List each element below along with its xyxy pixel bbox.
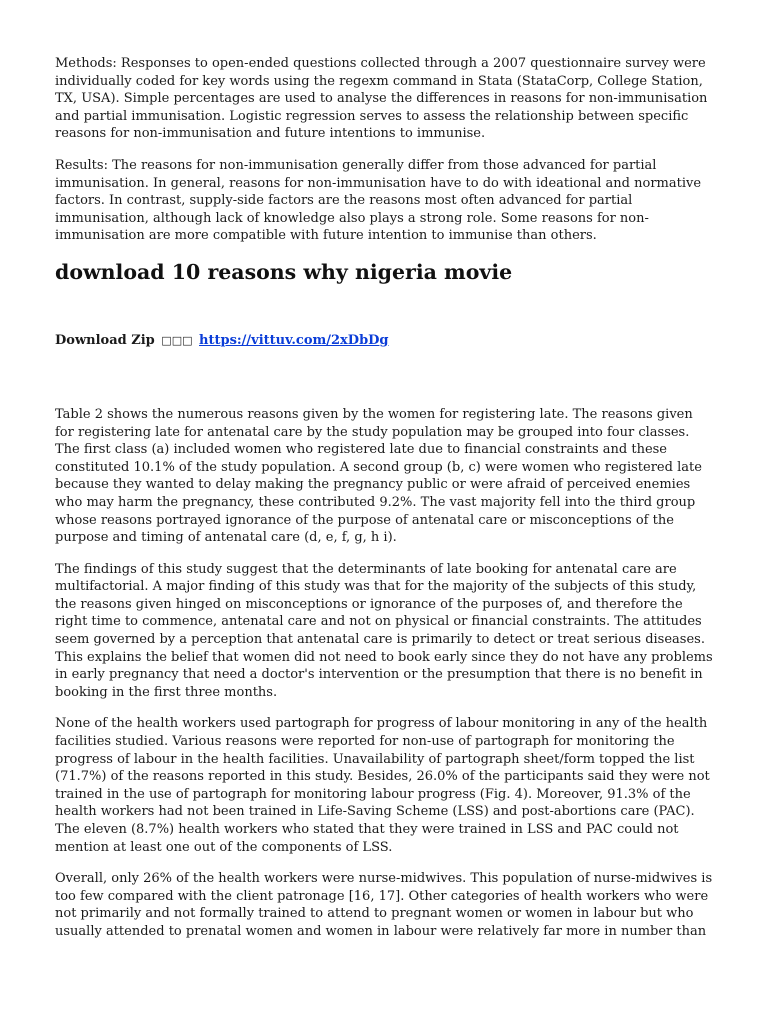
results-paragraph: Results: The reasons for non-immunisation generally differ from those advanced for partial immunisation. In general, reasons for non-immunisation have to do with ideational and normative factors. In contrast, supply-side factors are the reasons most often advanced for partial immunisation, although lack of knowledge also plays a strong role. Some reasons for non-immunisation are more compatible with future intention to immunise than others.: [55, 157, 702, 244]
arrow-glyph-icon: □□□: [161, 333, 193, 347]
download-line: [55, 332, 715, 349]
nurse-midwives-paragraph: Overall, only 26% of the health workers were nurse-midwives. This population of nurse-midwives is too few compared with the client patronage [16, 17]. Other categories of health workers who were not primarily and not formally trained to attend to pregnant women or women in labour but who usually attended to prenatal women and women in labour were relatively far more in number than: [55, 871, 713, 939]
methods-paragraph: Methods: Responses to open-ended questions collected through a 2007 questionnaire survey were individually coded for key words using the regexm command in Stata (StataCorp, College Station, TX, USA). Simple percentages are used to analyse the differences in reasons for non-immunisation and partial immunisation. Logistic regression serves to assess the relationship between specific reasons for non-immunisation and future intentions to immunise.: [55, 56, 708, 142]
download-link[interactable]: https://vittuv.com/2xDbDg: [199, 332, 389, 348]
spacer: [55, 349, 715, 406]
page-heading: download 10 reasons why nigeria movie: [55, 259, 513, 284]
download-label: Download Zip: [55, 332, 155, 348]
table2-paragraph: Table 2 shows the numerous reasons given by the women for registering late. The reasons given for registering late for antenatal care by the study population may be grouped into four classes. The first class (a) included women who registered late due to financial constraints and these constituted 10.1% of the study population. A second group (b, c) were women who registered late because they wanted to delay making the pregnancy public or were afraid of perceived enemies who may harm the pregnancy, these contributed 9.2%. The vast majority fell into the third group whose reasons portrayed ignorance of the purpose of antenatal care or misconceptions of the purpose and timing of antenatal care (d, e, f, g, h i).: [55, 406, 702, 546]
findings-paragraph: The findings of this study suggest that the determinants of late booking for antenatal care are multifactorial. A major finding of this study was that for the majority of the subjects of this study, the reasons given hinged on misconceptions or ignorance of the purposes of, and therefore the right time to commence, antenatal care and not on physical or financial constraints. The attitudes seem governed by a perception that antenatal care is primarily to detect or treat serious diseases. This explains the belief that women did not need to book early since they do not have any problems in early pregnancy that need a doctor's intervention or the presumption that there is no benefit in booking in the first three months.: [55, 561, 713, 700]
partograph-paragraph: None of the health workers used partograph for progress of labour monitoring in any of the health facilities studied. Various reasons were reported for non-use of partograph for monitoring the progress of labour in the health facilities. Unavailability of partograph sheet/form topped the list (71.7%) of the reasons reported in this study. Besides, 26.0% of the participants said they were not trained in the use of partograph for monitoring labour progress (Fig. 4). Moreover, 91.3% of the health workers had not been trained in Life-Saving Scheme (LSS) and post-abortions care (PAC). The eleven (8.7%) health workers who stated that they were trained in LSS and PAC could not mention at least one out of the components of LSS.: [55, 716, 710, 855]
